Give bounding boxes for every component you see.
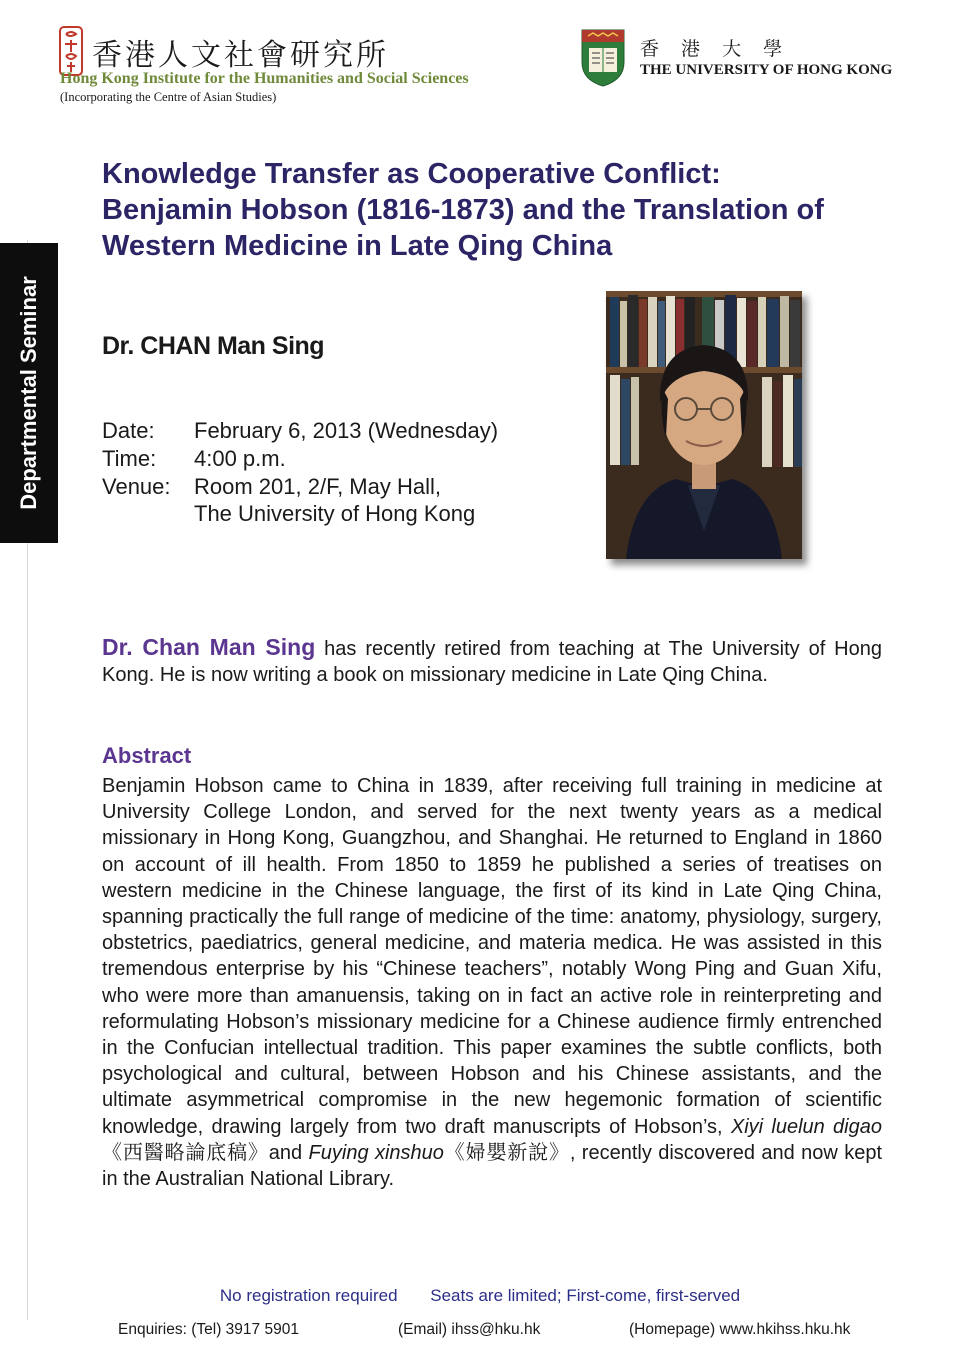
abstract-connector: and (268, 1141, 309, 1164)
seminar-type-tab (0, 243, 58, 543)
ihss-english-name: Hong Kong Institute for the Humanities and Social Sciences (60, 70, 469, 87)
abstract-text-part-1: Benjamin Hobson came to China in 1839, after receiving full training in medicine at University College London, and served for the next twenty years as a medical missionary in Hong Kong, Guangzhou, and Shanghai. He returned to England in 1860 on account of ill health. From 1850 to 1859 he published a series of treatises on western medicine in the Chinese language, the first of its kind in Late Qing China, spanning practically the full range of medicine of the time: anatomy, physiology, surgery, obstetrics, paediatrics, general medicine, and materia medica. He was assisted in this tremendous enterprise by his “Chinese teachers”, notably Wong Ping and Guan Xifu, who were more than amanuensis, taking on in fact an active role in reinterpreting and reformulating Hobson’s missionary medicine for a Chinese audience firmly entrenched in the Confucian intellectual tradition. This paper examines the subtle conflicts, both psychological and cultural, between Hobson and his Chinese assistants, and the ultimate asymmetrical compromise in the new hegemonic formation of scientific knowledge, drawing largely from two draft manuscripts of Hobson’s, (102, 775, 882, 1138)
speaker-name: Dr. CHAN Man Sing (102, 332, 325, 360)
venue-line-2: The University of Hong Kong (194, 501, 476, 526)
enquiries-tel: Enquiries: (Tel) 3917 5901 (118, 1321, 299, 1338)
registration-note: No registration required (219, 1286, 398, 1305)
enquiries-homepage[interactable]: (Homepage) www.hkihss.hku.hk (629, 1321, 851, 1338)
ihss-subtitle: (Incorporating the Centre of Asian Studies) (60, 90, 277, 104)
bio-speaker-name: Dr. Chan Man Sing (102, 634, 316, 660)
footer-notes (0, 1286, 960, 1306)
time-row (102, 446, 286, 472)
date-label: Date: (102, 418, 155, 443)
manuscript-title-2-cn: 《婦嬰新說》 (443, 1141, 570, 1164)
venue-label: Venue: (102, 474, 171, 499)
title-line-1: Knowledge Transfer as Cooperative Conflict: (102, 158, 721, 190)
title-line-2: Benjamin Hobson (1816-1873) and the Translation of (102, 194, 824, 226)
enquiries-email[interactable]: (Email) ihss@hku.hk (398, 1321, 541, 1338)
manuscript-title-2: Fuying xinshuo (308, 1141, 444, 1164)
speaker-photo (606, 291, 802, 559)
time-label: Time: (102, 446, 157, 471)
seating-note: Seats are limited; First-come, first-served (430, 1286, 741, 1305)
ihss-chinese-name: 香港人文社會研究所 (92, 38, 389, 73)
time-value: 4:00 p.m. (194, 446, 286, 471)
venue-line-1: Room 201, 2/F, May Hall, (194, 474, 441, 499)
bio-text: has recently retired from teaching at The University of Hong Kong. He is now writing a book on missionary medicine in Late Qing China. (102, 638, 882, 686)
abstract-text-part-2: , recently discovered and now kept in the Australian National Library. (102, 1141, 883, 1191)
ihss-seal-logo (58, 26, 84, 76)
seminar-title (102, 156, 922, 264)
manuscript-title-1-cn: 《西醫略論底稿》 (102, 1141, 269, 1164)
date-row (102, 418, 499, 444)
abstract-body (102, 773, 882, 1192)
seminar-type-label: Departmental Seminar (16, 276, 41, 510)
hku-crest-logo (578, 28, 628, 88)
hku-english-name: THE UNIVERSITY OF HONG KONG (640, 62, 893, 78)
hku-chinese-name: 香 港 大 學 (640, 38, 791, 60)
abstract-heading: Abstract (102, 743, 192, 768)
venue-row (102, 474, 441, 500)
venue-row-2 (102, 501, 476, 527)
title-line-3: Western Medicine in Late Qing China (102, 230, 613, 262)
date-value: February 6, 2013 (Wednesday) (194, 418, 499, 443)
manuscript-title-1: Xiyi luelun digao (730, 1115, 882, 1138)
speaker-bio (102, 634, 882, 688)
